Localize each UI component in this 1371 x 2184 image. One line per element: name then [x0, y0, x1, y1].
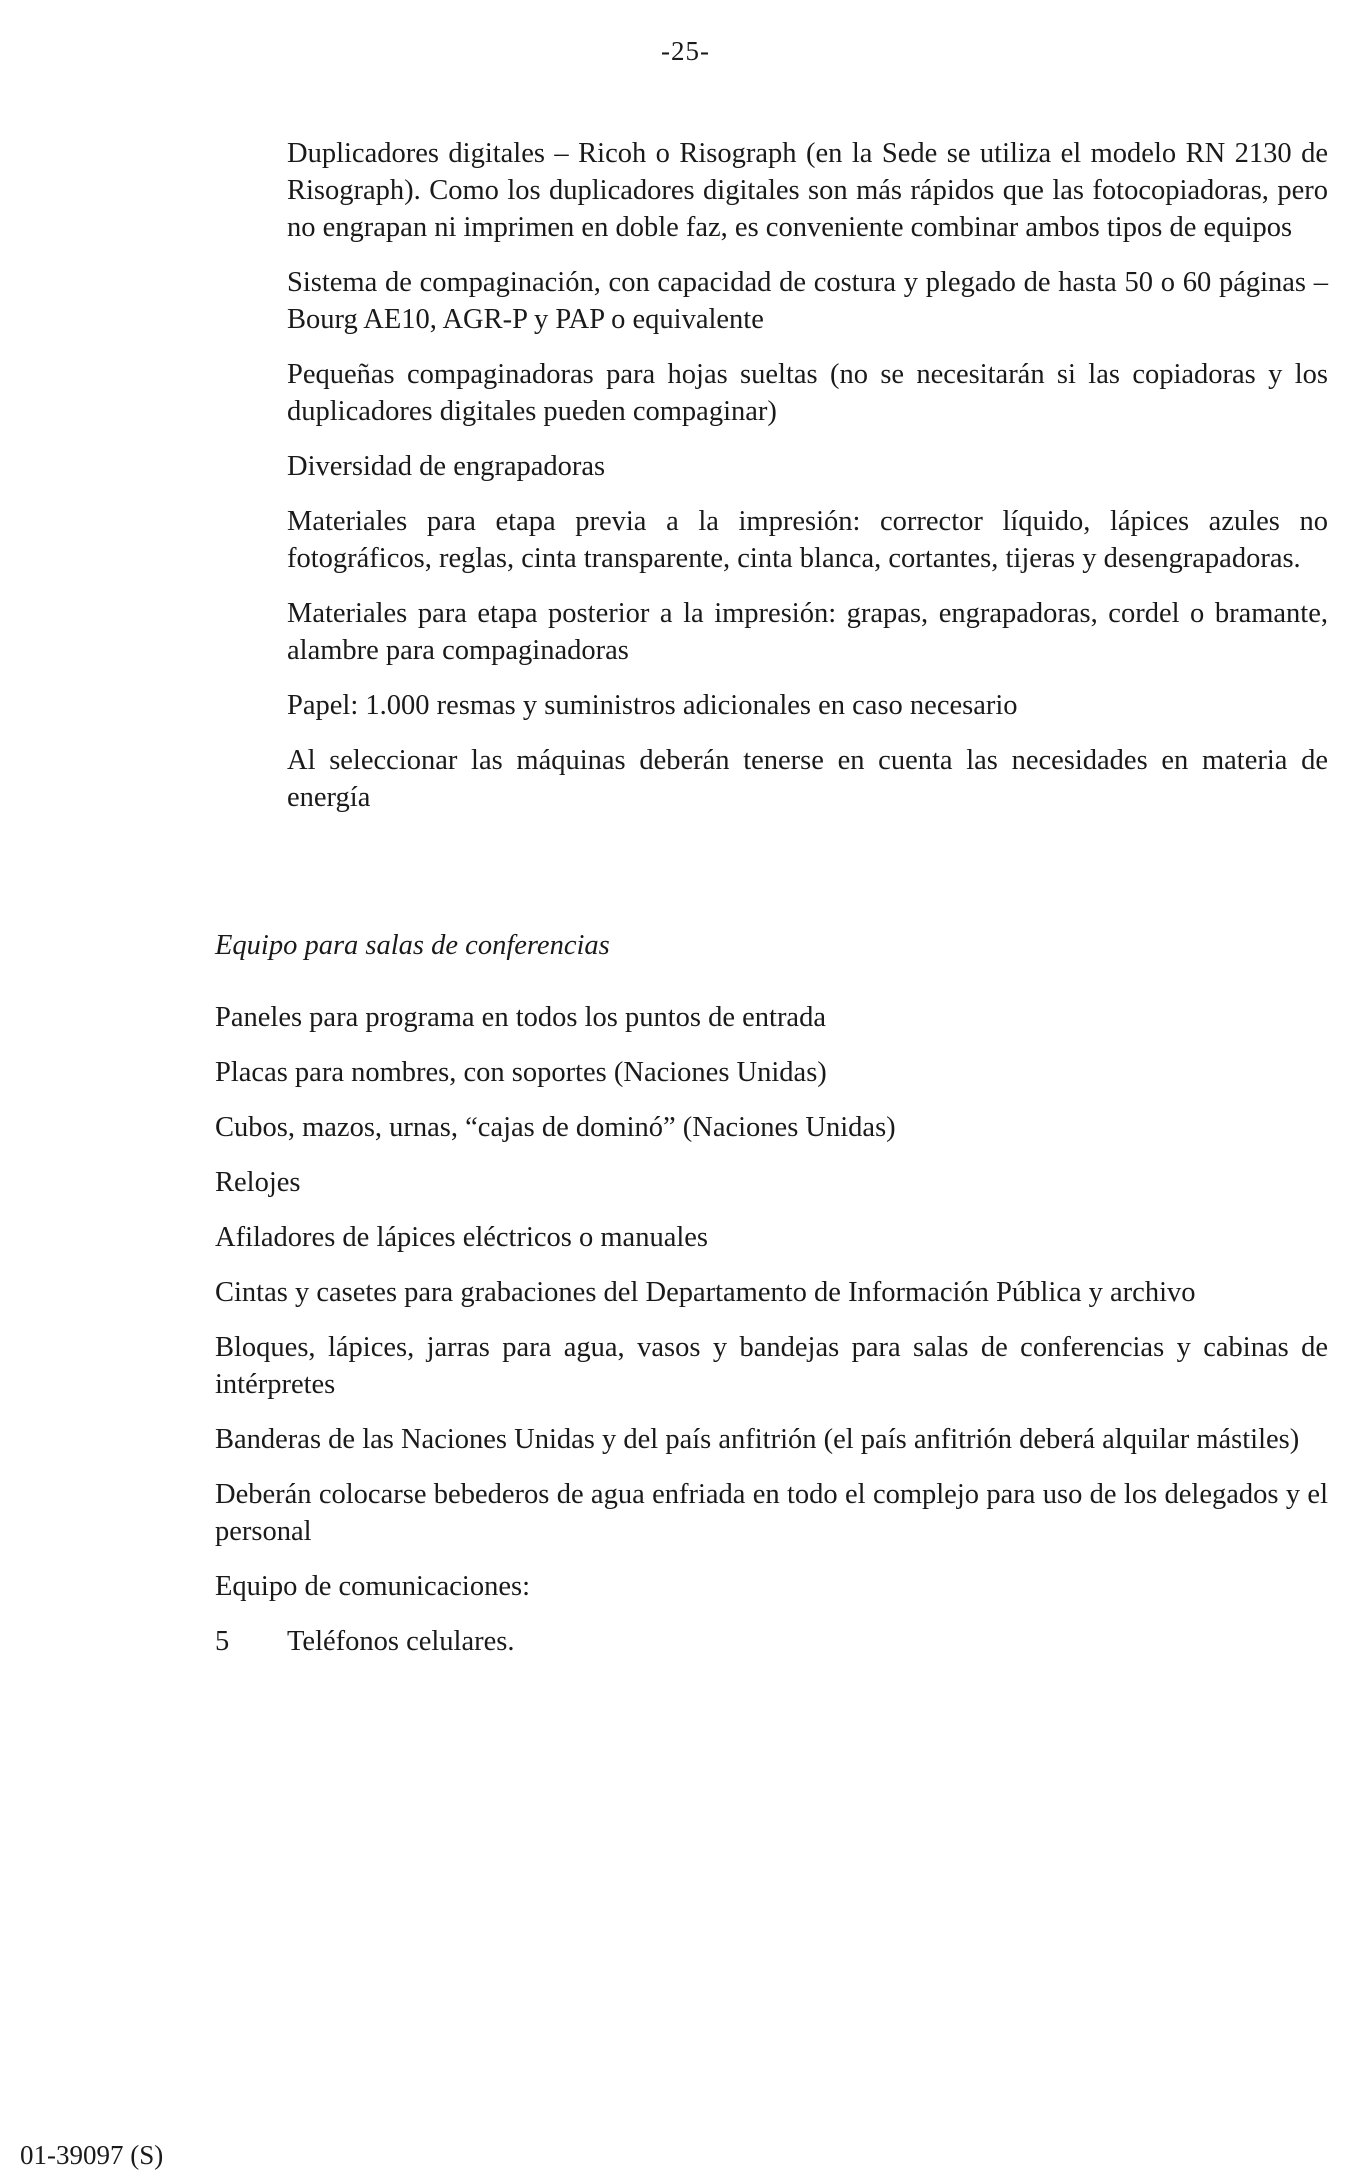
list-item: Equipo de comunicaciones: [215, 1571, 530, 1602]
list-item: Al seleccionar las máquinas deberán tenerse en cuenta las necesidades en materia de energía [287, 745, 1328, 813]
item-number: 5 [215, 1626, 230, 1657]
list-item: Materiales para etapa posterior a la impresión: grapas, engrapadoras, cordel o bramante, alambre para compaginadoras [287, 598, 1328, 666]
list-item: Cintas y casetes para grabaciones del Departamento de Información Pública y archivo [215, 1277, 1196, 1308]
list-item: Banderas de las Naciones Unidas y del país anfitrión (el país anfitrión deberá alquilar mástiles) [215, 1424, 1300, 1455]
page-number: -25- [661, 36, 710, 66]
item-text: Teléfonos celulares. [287, 1626, 515, 1657]
document-code: 01-39097 (S) [20, 2140, 164, 2170]
list-item: Duplicadores digitales – Ricoh o Risograph (en la Sede se utiliza el modelo RN 2130 de Risograph). Como los duplicadores digitales son más rápidos que las fotocopiadoras, pero no engrapan ni imprimen en doble faz, es conveniente combinar ambos tipos de equipos [287, 138, 1328, 243]
section-heading: Equipo para salas de conferencias [215, 930, 610, 961]
list-item: Sistema de compaginación, con capacidad de costura y plegado de hasta 50 o 60 páginas – Bourg AE10, AGR-P y PAP o equivalente [287, 267, 1328, 335]
list-item: Diversidad de engrapadoras [287, 451, 606, 482]
list-item: Pequeñas compaginadoras para hojas sueltas (no se necesitarán si las copiadoras y los duplicadores digitales pueden compaginar) [287, 359, 1328, 427]
list-item: Cubos, mazos, urnas, “cajas de dominó” (Naciones Unidas) [215, 1112, 896, 1143]
list-item: Placas para nombres, con soportes (Naciones Unidas) [215, 1057, 827, 1088]
list-item: Bloques, lápices, jarras para agua, vasos y bandejas para salas de conferencias y cabinas de intérpretes [215, 1332, 1328, 1400]
equipment-list-indented [287, 135, 1328, 834]
list-item: Paneles para programa en todos los puntos de entrada [215, 1002, 826, 1033]
numbered-item [215, 1623, 1328, 1660]
conference-equipment-list [215, 999, 1328, 1660]
list-item: Afiladores de lápices eléctricos o manuales [215, 1222, 709, 1253]
list-item: Papel: 1.000 resmas y suministros adicionales en caso necesario [287, 690, 1018, 721]
list-item: Deberán colocarse bebederos de agua enfriada en todo el complejo para uso de los delegados y el personal [215, 1479, 1328, 1547]
list-item: Relojes [215, 1167, 301, 1198]
list-item: Materiales para etapa previa a la impresión: corrector líquido, lápices azules no fotográficos, reglas, cinta transparente, cinta blanca, cortantes, tijeras y desengrapadoras. [287, 506, 1328, 574]
